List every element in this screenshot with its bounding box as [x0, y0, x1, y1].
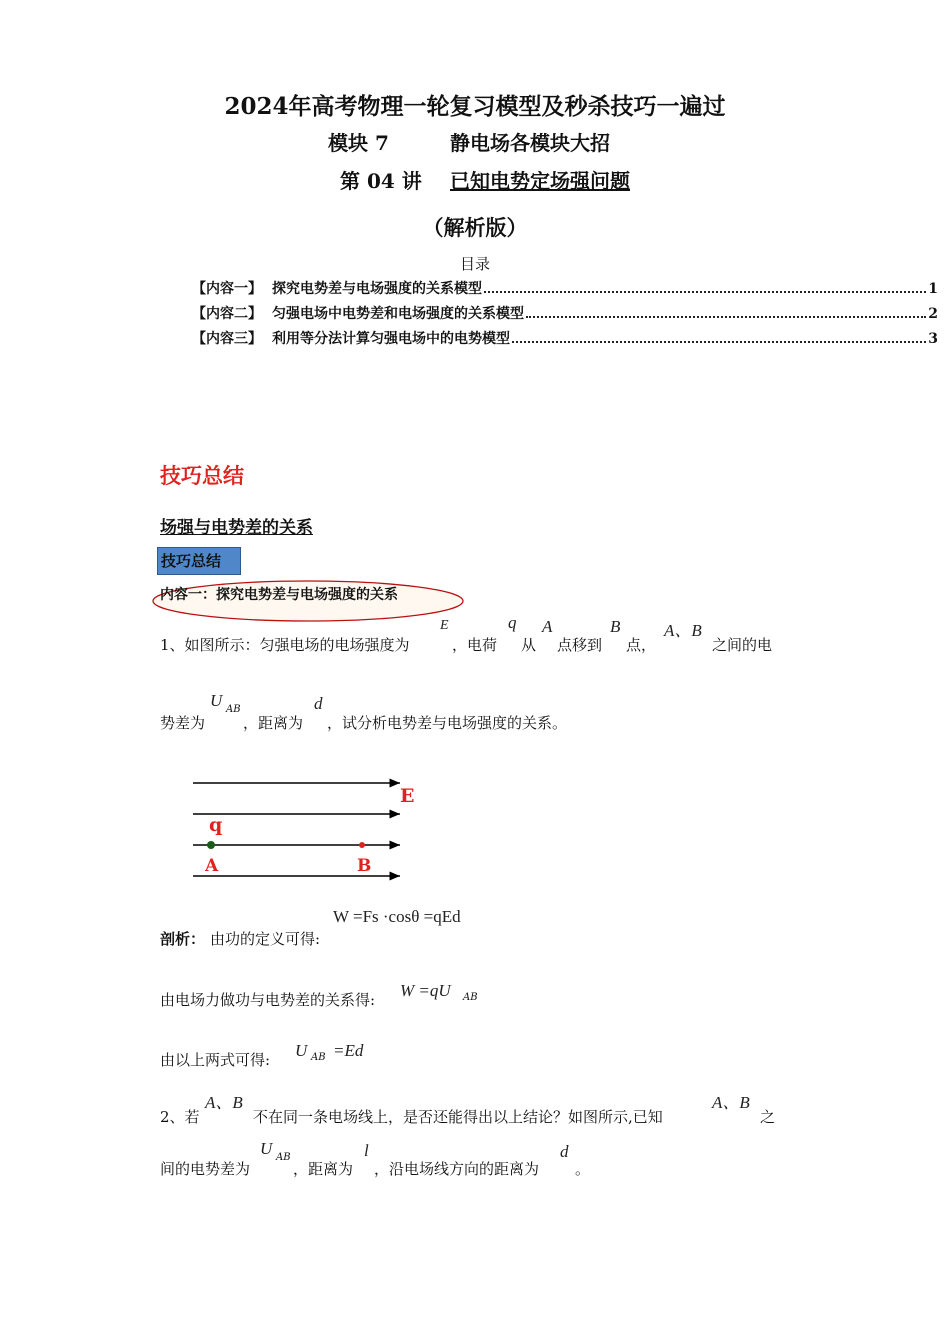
- q1-text-b: ，电荷: [452, 636, 498, 654]
- label-e: E: [400, 785, 415, 807]
- q2-var-ab-2: A、B: [712, 1093, 750, 1112]
- skill-summary-box: 技巧总结: [157, 547, 241, 575]
- q1-text-h: ，距离为: [243, 714, 304, 732]
- q1-text-c: 从: [521, 636, 537, 654]
- q1-var-u-sub: AB: [226, 704, 241, 715]
- toc-item-tag: 【内容二】: [192, 306, 262, 322]
- q2-text-f: ，沿电场线方向的距离为: [374, 1160, 540, 1178]
- toc-item-1[interactable]: [192, 278, 938, 298]
- document-title: 2024年高考物理一轮复习模型及秒杀技巧一遍过: [224, 93, 726, 120]
- q1-text-e: 点，: [626, 636, 657, 654]
- q2-var-d: d: [560, 1142, 569, 1161]
- toc-item-page: 2: [928, 306, 938, 322]
- q1-var-d: d: [314, 694, 323, 713]
- equation-3-sub: AB: [311, 1052, 326, 1063]
- q1-var-ab: A、B: [664, 621, 702, 640]
- equation-2-sub: AB: [463, 992, 478, 1003]
- section-heading: 技巧总结: [160, 464, 244, 488]
- q1-var-a: A: [542, 617, 553, 636]
- q2-var-u: U: [260, 1139, 273, 1158]
- analysis-line-1: 由功的定义可得:: [210, 930, 321, 948]
- lecture-name: 已知电势定场强问题: [450, 169, 630, 193]
- toc-item-2[interactable]: [192, 303, 938, 323]
- point-a: [207, 841, 215, 849]
- label-q: q: [209, 814, 223, 836]
- edition-label: （解析版）: [422, 215, 528, 240]
- toc-item-page: 3: [928, 331, 938, 347]
- equation-1: W =Fs ·cosθ =qEd: [333, 907, 461, 926]
- module-name: 静电场各模块大招: [450, 131, 610, 155]
- q2-text-d: 间的电势差为: [160, 1160, 251, 1178]
- analysis-line-2: 由电场力做功与电势差的关系得:: [160, 991, 376, 1009]
- analysis-label: 剖析：: [160, 930, 206, 948]
- q1-text-a: 1、如图所示：匀强电场的电场强度为: [160, 636, 410, 654]
- q2-text-g: 。: [575, 1160, 591, 1178]
- q1-text-i: ，试分析电势差与电场强度的关系。: [327, 714, 568, 732]
- q1-var-b: B: [610, 617, 621, 636]
- toc-item-text: 匀强电场中电势差和电场强度的关系模型: [272, 306, 524, 322]
- toc-item-tag: 【内容三】: [192, 331, 262, 347]
- q2-var-ab: A、B: [205, 1093, 243, 1112]
- q2-var-u-sub: AB: [276, 1152, 291, 1163]
- toc-item-3[interactable]: [192, 328, 938, 348]
- toc-item-page: 1: [928, 281, 938, 297]
- q1-var-e: E: [440, 618, 449, 633]
- equation-3-u: U: [295, 1041, 308, 1060]
- section-subheading: 场强与电势差的关系: [160, 518, 313, 538]
- toc-item-tag: 【内容一】: [192, 281, 262, 297]
- toc-heading: 目录: [459, 255, 490, 273]
- label-b: B: [357, 856, 372, 876]
- equation-3-rest: =Ed: [333, 1041, 364, 1060]
- toc-leader: [526, 316, 926, 318]
- q1-var-q: q: [508, 613, 517, 632]
- q2-text-e: ，距离为: [293, 1160, 354, 1178]
- analysis-line-3: 由以上两式可得:: [160, 1051, 271, 1069]
- toc-item-text: 探究电势差与电场强度的关系模型: [272, 281, 482, 297]
- q2-var-l: l: [364, 1141, 369, 1160]
- module-number: 模块 7: [328, 131, 389, 155]
- label-a: A: [205, 856, 219, 876]
- q1-text-f: 之间的电: [712, 636, 773, 654]
- toc-leader: [512, 341, 926, 343]
- equation-2: W =qU: [400, 981, 451, 1000]
- q1-text-d: 点移到: [557, 636, 603, 654]
- q1-text-g: 势差为: [160, 714, 206, 732]
- oval-label: 内容一：探究电势差与电场强度的关系: [160, 587, 398, 603]
- toc-leader: [484, 291, 926, 293]
- point-b: [359, 842, 365, 848]
- q2-text-b: 不在同一条电场线上，是否还能得出以上结论？如图所示,已知: [253, 1108, 663, 1126]
- q1-var-u: U: [210, 691, 223, 710]
- lecture-number: 第 04 讲: [340, 169, 422, 193]
- q2-text-c: 之: [760, 1108, 776, 1126]
- toc-item-text: 利用等分法计算匀强电场中的电势模型: [272, 331, 510, 347]
- q2-text-a: 2、若: [160, 1108, 200, 1126]
